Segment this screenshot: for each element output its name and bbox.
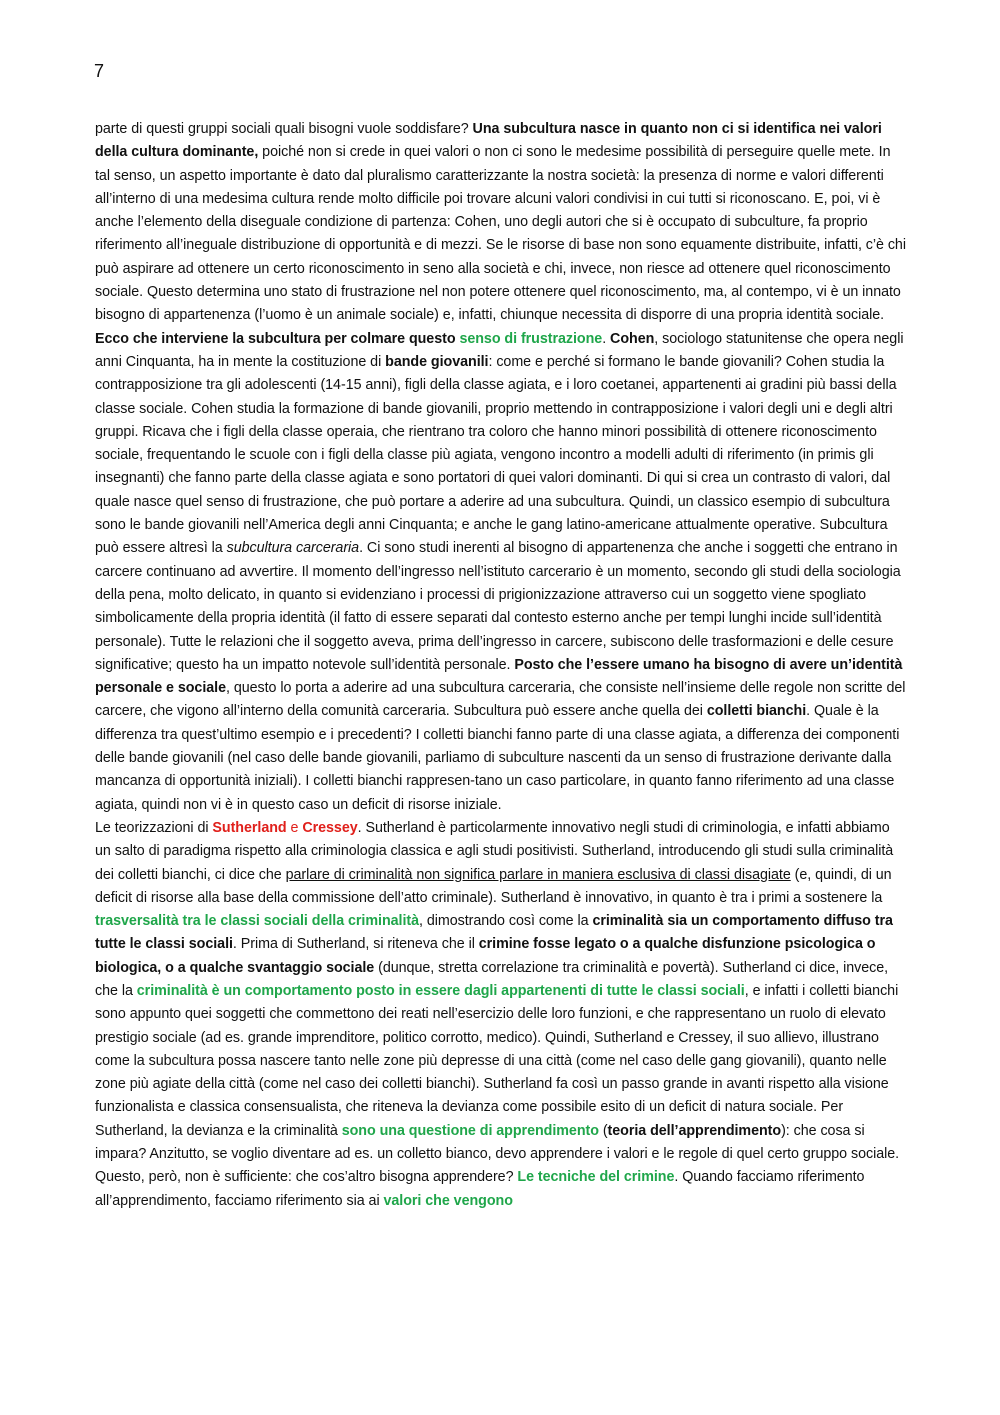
text-run: (e, quindi, di un deficit di risorse alla base della commissione dell’atto criminale). Sutherland è innovativo, in quanto è tra i primi a sostenere la [95,866,892,906]
underlined-text: parlare di criminalità non significa parlare in maniera esclusiva di classi disagiate [285,866,791,883]
text-run: parte di questi gruppi sociali quali bisogni vuole soddisfare? [95,121,473,137]
bold-text: teoria dell’apprendimento [607,1122,782,1139]
paragraph-sutherland-cressey [95,817,907,1213]
bold-text: Cohen [610,330,655,347]
bold-text: crimine fosse legato o a qualche disfunzione psicologica o biologica, o a qualche svantaggio sociale [95,936,876,976]
paragraph-subcultures [95,118,907,817]
text-run: , e infatti i colletti bianchi sono appunto quei soggetti che commettono dei reati nell’esercizio delle loro funzioni, e che rappresentano un ruolo di elevato prestigio sociale (ad es. grande imprenditore, politico corrotto, medico). Quindi, Sutherland e Cressey, il suo allievo, illustrano come la subcultura possa nascere tanto nelle zone più depresse di una città (come nel caso delle gang giovanili), quanto nelle zone più agiate della città (come nel caso dei colletti bianchi). Sutherland fa così un passo grande in avanti rispetto alla visione funzionalista e classica consensualista, che riteneva la devianza come possibile esito di un deficit di natura sociale. Per Sutherland, la devianza e la criminalità [95,982,899,1139]
text-run: , dimostrando così come la [418,913,593,930]
green-highlight-text: criminalità è un comportamento posto in essere dagli appartenenti di tutte le classi sociali [136,982,745,999]
italic-text: subcultura carceraria [226,540,360,557]
text-run: . [602,330,611,347]
text-run: , questo lo porta a aderire ad una subcultura carceraria, che consiste nell’insieme delle regole non scritte del carcere, che vigono all’interno della comunità carceraria. Subcultura può essere anche quella dei [95,680,906,720]
text-run: poiché non si crede in quei valori o non ci sono le medesime possibilità di perseguire quelle mete. In tal senso, un aspetto importante è dato dal pluralismo caratterizzante la nostra società: la presenza di norme e valori differenti all’interno di una medesima cultura rende molto difficile poi trovare alcuni valori condivisi in cui tutti si riconoscano. E, poi, vi è anche l’elemento della diseguale condizione di partenza: Cohen, uno degli autori che si è occupato di subculture, fa proprio riferimento all’ineguale distribuzione di opportunità e di mezzi. Se le risorse di base non sono equamente distribuite, infatti, c’è chi può aspirare ad ottenere un certo riconoscimento in seno alla società e chi, invece, non riesce ad ottenere quel riconoscimento sociale. Questo determina uno stato di frustrazione nel non potere ottenere quel riconoscimento, ma, al contempo, vi è un innato bisogno di appartenenza (l’uomo è un animale sociale) e, infatti, chiunque necessita di disporre di una propria identità sociale. [95,144,906,324]
red-highlight-text: Cressey [302,819,358,836]
text-run: . Prima di Sutherland, si riteneva che il [232,936,479,953]
text-run: ): che cosa si impara? Anzitutto, se voglio diventare ad es. un colletto bianco, devo apprendere i valori e le regole di quel certo gruppo sociale. Questo, però, non è sufficiente: che cos’altro bisogna apprendere? [95,1122,900,1186]
green-highlight-text: Le tecniche del crimine [517,1169,675,1186]
bold-text: colletti bianchi [706,703,807,720]
bold-text: bande giovanili [385,353,489,370]
bold-text: Posto che l’essere umano ha bisogno di avere un’identità personale e sociale [95,656,903,697]
green-highlight-text: valori che vengono [383,1192,513,1209]
text-run: Le teorizzazioni di [95,819,213,836]
green-highlight-text: trasversalità tra le classi sociali della criminalità [95,913,419,930]
red-highlight-text: Sutherland [212,819,287,836]
text-run: . Quale è la differenza tra quest’ultimo esempio e i precedenti? I colletti bianchi fanno parte di una classe agiata, a differenza dei componenti delle bande giovanili (nel caso delle bande giovanili, parliamo di subculture nascenti da un senso di frustrazione derivante dalla mancanza di opportunità iniziali). I colletti bianchi rappresen-tano un caso particolare, in quanto fanno riferimento ad una classe agiata, quindi non vi è in questo caso un deficit di risorse iniziale. [95,703,900,813]
green-highlight-text: senso di frustrazione [459,330,603,347]
text-run: , sociologo statunitense che opera negli anni Cinquanta, ha in mente la costituzione di [95,330,904,370]
body-text [95,118,907,1213]
text-run: . Sutherland è particolarmente innovativo negli studi di criminologia, e infatti abbiamo un salto di paradigma rispetto alla criminologia classica e agli studi positivisti. Sutherland, introducendo gli studi sulla criminalità dei colletti bianchi, ci dice che [95,819,894,883]
bold-text: Ecco che interviene la subcultura per colmare questo [95,330,460,347]
text-run: . Ci sono studi inerenti al bisogno di appartenenza che anche i soggetti che entrano in carcere continuano ad avvertire. Il momento dell’ingresso nell’istituto carcerario è un momento, secondo gli studi della sociologia della pena, molto delicato, in quanto si evidenziano i processi di prigionizzazione attraverso cui un soggetto viene spogliato simbolicamente della propria identità (il fatto di essere separati dal contesto esterno anche per tempi lunghi incide sull’identità personale). Tutte le relazioni che il soggetto aveva, prima dell’ingresso in carcere, subiscono delle trasformazioni e delle cesure significative; questo ha un impatto notevole sull’identità personale. [95,540,901,673]
text-run: : come e perché si formano le bande giovanili? Cohen studia la contrapposizione tra gli adolescenti (14-15 anni), figli della classe agiata, e i loro coetanei, appartenenti ai gradini più bassi della classe sociale. Cohen studia la formazione di bande giovanili, proprio mettendo in contrapposizione i valori degli uni e degli altri gruppi. Ricava che i figli della classe operaia, che rientrano tra coloro che hanno minori possibilità di ottenere riconoscimento sociale, frequentando le scuole con i figli della classe più agiata, vengono incontro a modelli adulti di riferimento (in primis gli insegnanti) che fanno parte della classe agiata e sono portatori di quei valori dominanti. Di qui si crea un contrasto di valori, dal quale nasce quel senso di frustrazione, che può portare a aderire ad una subcultura. Quindi, un classico esempio di subcultura sono le bande giovanili nell’America degli anni Cinquanta; e anche le gang latino-americane attualmente operative. Subcultura può essere altresì la [95,353,897,557]
text-run: . Quando facciamo riferimento all’apprendimento, facciamo riferimento sia ai [95,1169,865,1209]
text-run: ( [598,1122,608,1139]
bold-text: Una subcultura nasce in quanto non ci si identifica nei valori della cultura dominante, [95,121,882,161]
green-highlight-text: sono una questione di apprendimento [341,1122,599,1139]
red-text: e [286,819,303,836]
bold-text: criminalità sia un comportamento diffuso tra tutte le classi sociali [95,913,893,953]
page-number: 7 [94,61,105,81]
text-run: (dunque, stretta correlazione tra criminalità e povertà). Sutherland ci dice, invece, che la [95,959,889,999]
